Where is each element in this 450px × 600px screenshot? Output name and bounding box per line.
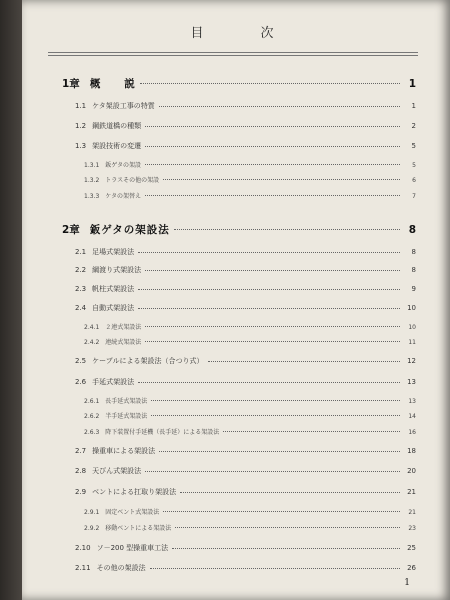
toc-chapter-row [0,222,416,237]
toc-number: 2.3 [75,285,87,293]
toc-row [0,543,416,553]
toc-title: 半手延式架設法 [105,413,148,420]
toc-leader-dots [138,308,400,309]
toc-number: 2.7 [75,447,87,455]
toc-title: 鈑ゲタの架設 [105,162,141,169]
toc-number: 1.1 [75,102,87,110]
toc-page-number: 14 [408,413,416,420]
toc-leader-dots [140,83,400,84]
toc-number: 2.6.3 [84,429,100,436]
toc-page-number: 26 [407,564,416,572]
toc-leader-dots [145,270,400,271]
toc-title: 自動式架設法 [92,304,135,312]
toc-leader-dots [159,106,400,107]
toc-title: 架設技術の変遷 [92,142,142,150]
toc-number: 2.4 [75,304,87,312]
toc-number: 1.3 [75,142,87,150]
toc-page-number: 8 [408,224,416,236]
toc-number: 2.4.2 [84,339,100,346]
toc-page-number: 25 [407,544,416,552]
toc-row [0,247,416,257]
toc-page-number: 11 [408,339,416,346]
toc-leader-dots [180,492,400,493]
toc-row [0,466,416,476]
toc-page-number: 21 [407,488,416,496]
toc-title: 長手延式架設法 [105,398,148,405]
toc-row [0,446,416,456]
toc-number: 2章 [62,224,80,236]
toc-page-number: 21 [408,509,416,516]
toc-page-number: 8 [411,248,416,256]
toc-number: 1.2 [75,122,87,130]
toc-leader-dots [145,195,400,196]
toc-page-number: 16 [408,429,416,436]
toc-number: 2.2 [75,266,87,274]
toc-row [0,427,416,436]
toc-row [0,322,416,331]
toc-leader-dots [163,179,400,180]
toc-leader-dots [145,164,400,165]
toc-title: 鋼鉄道橋の種類 [92,122,142,130]
toc-title: 足場式架設法 [92,248,135,256]
toc-row [0,377,416,387]
toc-page-number: 5 [412,162,416,169]
toc-row [0,337,416,346]
toc-title: ケーブルによる架設法（合つり式） [92,357,204,365]
toc-number: 2.10 [75,544,91,552]
toc-number: 2.4.1 [84,324,100,331]
toc-row [0,411,416,420]
toc-leader-dots [138,252,400,253]
title-rule-top [48,52,418,53]
toc-leader-dots [172,548,400,549]
toc-number: 2.6.2 [84,413,100,420]
toc-page-number: 1 [411,102,416,110]
toc-leader-dots [138,289,400,290]
toc-row [0,160,416,169]
toc-number: 2.9.1 [84,509,100,516]
toc-leader-dots [145,126,400,127]
toc-title: 手延式架設法 [92,378,135,386]
toc-number: 2.6.1 [84,398,100,405]
toc-title: トラスその他の架設 [105,177,160,184]
toc-row [0,563,416,573]
toc-leader-dots [159,451,400,452]
toc-page-number: 1 [408,78,416,90]
toc-number: 2.9.2 [84,525,100,532]
toc-page-number: 8 [411,266,416,274]
toc-page-number: 23 [408,525,416,532]
toc-leader-dots [145,146,400,147]
toc-page-number: 10 [407,304,416,312]
toc-title: その他の架設法 [96,564,146,572]
toc-row [0,523,416,532]
toc-title: 鈑ゲタの架設法 [89,224,170,236]
toc-title: ２連式架設法 [105,324,142,331]
toc-leader-dots [138,382,400,383]
toc-row [0,396,416,405]
toc-title: 固定ベント式架設法 [105,509,160,516]
toc-row [0,265,416,275]
toc-page-number: 12 [407,357,416,365]
toc-leader-dots [151,415,400,416]
toc-page-number: 6 [412,177,416,184]
toc-number: 2.8 [75,467,87,475]
toc-number: 2.11 [75,564,91,572]
toc-title: ケタの架替え [105,193,141,200]
toc-leader-dots [150,568,400,569]
toc-row [0,507,416,516]
toc-page-number: 13 [407,378,416,386]
toc-page-number: 7 [412,193,416,200]
toc-leader-dots [208,361,400,362]
toc-page-number: 2 [411,122,416,130]
page-title: 目 次 [190,26,296,41]
toc-row [0,141,416,151]
toc-number: 2.6 [75,378,87,386]
title-rule-bottom [48,55,418,56]
toc-title: 操重車による架設法 [92,447,156,455]
toc-title: 移動ベントによる架設法 [105,525,172,532]
toc-leader-dots [174,229,400,230]
toc-title: 概 説 [89,78,136,90]
toc-page-number: 13 [408,398,416,405]
toc-title: ケタ架設工事の特質 [92,102,155,110]
toc-number: 2.5 [75,357,87,365]
toc-row [0,101,416,111]
toc-title: 降下装置付手延機（長手延）による架設法 [105,429,220,436]
toc-row [0,191,416,200]
toc-page-number: 20 [407,467,416,475]
toc-row [0,284,416,294]
toc-title: 帆柱式架設法 [92,285,135,293]
toc-number: 1章 [62,78,80,90]
toc-number: 2.9 [75,488,87,496]
toc-title: 天びん式架設法 [92,467,142,475]
toc-row [0,303,416,313]
toc-leader-dots [163,511,400,512]
toc-row [0,356,416,366]
toc-leader-dots [145,341,400,342]
toc-leader-dots [145,471,400,472]
toc-page-number: 10 [408,324,416,331]
toc-title: ベントによる扛取り架設法 [92,488,177,496]
page-number: 1 [404,578,410,588]
toc-page-number: 18 [407,447,416,455]
toc-row [0,121,416,131]
toc-row [0,175,416,184]
toc-title: 連続式架設法 [105,339,142,346]
toc-title: 綱渡り式架設法 [92,266,142,274]
toc-leader-dots [145,326,400,327]
toc-chapter-row [0,76,416,91]
toc-number: 1.3.1 [84,162,100,169]
toc-title: ソ－200 型操重車工法 [96,544,169,552]
toc-leader-dots [151,400,400,401]
toc-number: 1.3.2 [84,177,100,184]
toc-leader-dots [223,431,400,432]
toc-number: 2.1 [75,248,87,256]
toc-page-number: 5 [411,142,416,150]
toc-leader-dots [175,527,400,528]
toc-number: 1.3.3 [84,193,100,200]
toc-page-number: 9 [411,285,416,293]
toc-row [0,487,416,497]
